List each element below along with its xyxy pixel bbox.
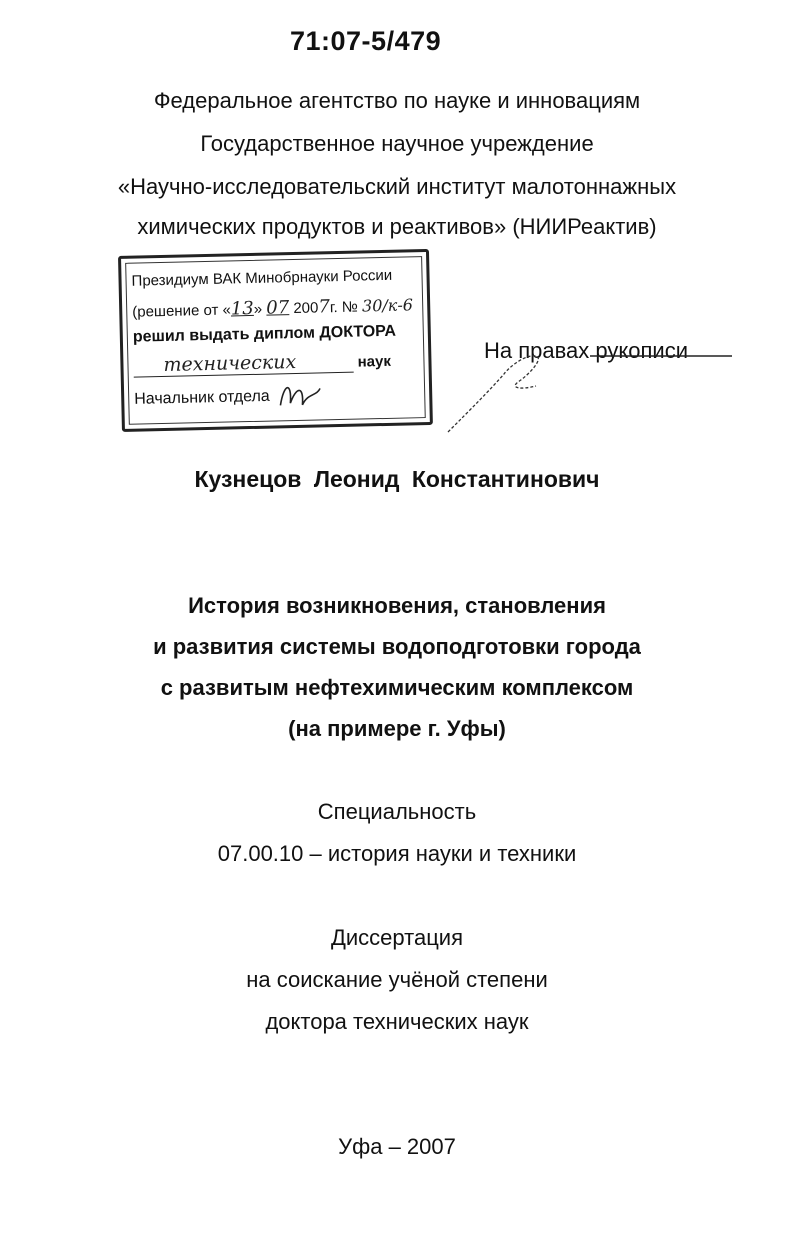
stamp-quote-close: »	[253, 300, 263, 318]
title-line-4: (на примере г. Уфы)	[288, 716, 506, 741]
specialty-label: Специальность	[317, 799, 477, 824]
stamp-number: 30/к-6	[361, 295, 414, 316]
degree-line-1: Диссертация	[330, 925, 464, 950]
stamp-head-line	[134, 378, 325, 416]
stamp-day: 13	[230, 297, 254, 320]
stamp-sciences: наук	[357, 352, 392, 371]
stamp-field-handwritten: технических	[133, 350, 353, 378]
stamp-year-digit: 7	[318, 296, 331, 318]
stamp-issue-line: решил выдать диплом ДОКТОРА	[132, 322, 397, 346]
degree-line-3: доктора технических наук	[265, 1009, 529, 1034]
org-line-4: химических продуктов и реактивов» (НИИРеактив)	[137, 214, 657, 239]
stamp-signature-icon	[274, 378, 325, 413]
specialty-code: 07.00.10 – история науки и техники	[217, 841, 577, 866]
title-line-3: с развитым нефтехимическим комплексом	[160, 675, 634, 700]
vak-stamp	[118, 249, 433, 432]
stamp-presidium: Президиум ВАК Минобрнауки России	[131, 266, 393, 290]
title-line-1: История возникновения, становления	[188, 593, 606, 618]
org-line-2: Государственное научное учреждение	[200, 131, 594, 156]
stamp-year-prefix: 200	[293, 299, 319, 318]
org-line-3: «Научно-исследовательский институт малотоннажных	[117, 174, 677, 199]
stamp-head-label: Начальник отдела	[134, 387, 270, 408]
handwritten-signature-icon	[440, 340, 740, 440]
registry-code: 71:07-5/479	[290, 26, 442, 56]
author-name: Кузнецов Леонид Константинович	[194, 466, 600, 492]
title-line-2: и развития системы водоподготовки города	[153, 634, 641, 659]
org-line-1: Федеральное агентство по науке и инновациям	[153, 88, 641, 113]
city-year: Уфа – 2007	[338, 1134, 456, 1159]
degree-line-2: на соискание учёной степени	[246, 967, 548, 992]
stamp-month: 07	[266, 297, 290, 319]
manuscript-note: На правах рукописи	[484, 338, 688, 363]
stamp-year-suffix: г. №	[329, 298, 359, 317]
stamp-decision-prefix: (решение от «	[132, 301, 232, 321]
